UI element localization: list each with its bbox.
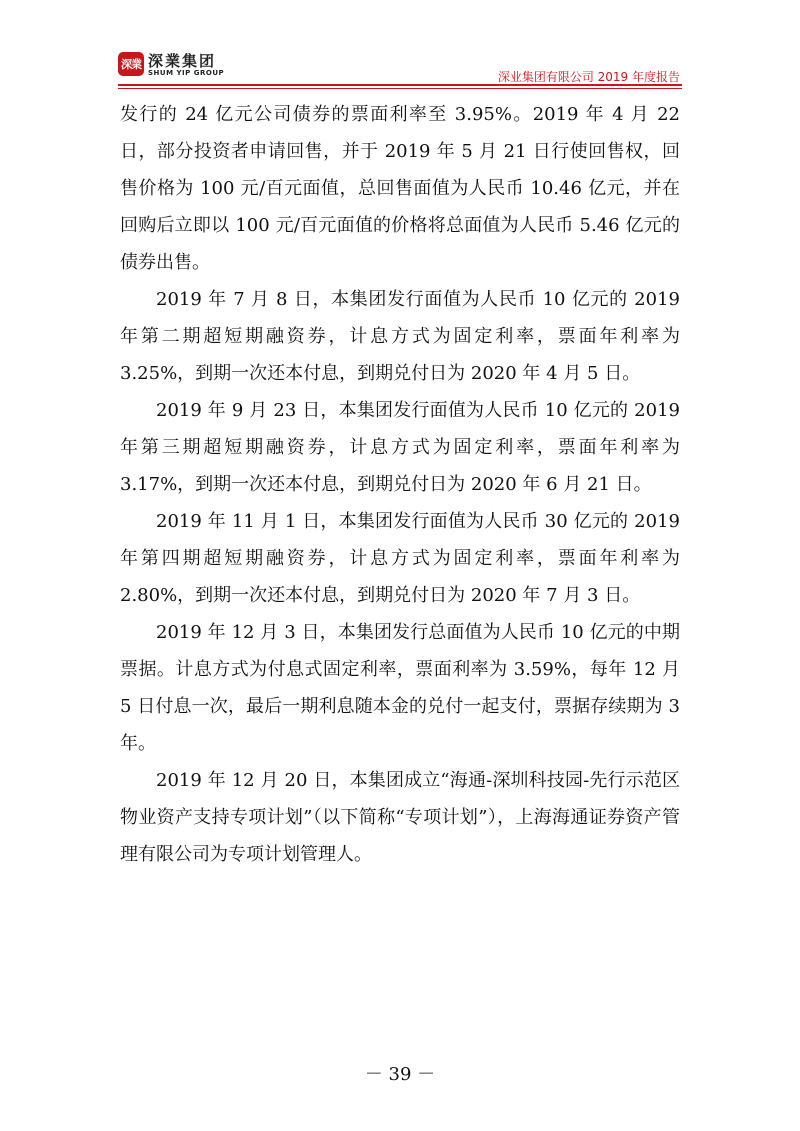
paragraph: 2019 年 11 月 1 日，本集团发行面值为人民币 30 亿元的 2019 年第四期超短期融资券，计息方式为固定利率，票面年利率为 2.80%，到期一次还本付息，到期兑付日为 2020 年 7 月 3 日。 — [120, 511, 680, 606]
company-logo-icon: 深業 — [118, 52, 144, 76]
paragraph: 2019 年 12 月 3 日，本集团发行总面值为人民币 10 亿元的中期票据。计息方式为付息式固定利率，票面利率为 3.59%，每年 12 月 5 日付息一次，最后一期利息随本金的兑付一起支付，票据存续期为 3 年。 — [120, 622, 680, 754]
header-divider — [118, 84, 682, 86]
paragraph: 2019 年 9 月 23 日，本集团发行面值为人民币 10 亿元的 2019 年第三期超短期融资券，计息方式为固定利率，票面年利率为 3.17%，到期一次还本付息，到期兑付日为 2020 年 6 月 21 日。 — [120, 400, 680, 495]
header-divider-thin — [118, 88, 682, 89]
company-logo-english: SHUM YIP GROUP — [148, 69, 225, 77]
page-number: － 39 － — [364, 1064, 436, 1085]
page-header — [0, 0, 800, 100]
paragraph: 2019 年 12 月 20 日，本集团成立“海通-深圳科技园-先行示范区物业资产支持专项计划”（以下简称“专项计划”），上海海通证券资产管理有限公司为专项计划管理人。 — [120, 770, 680, 865]
paragraph-continuation: 发行的 24 亿元公司债券的票面利率至 3.95%。2019 年 4 月 22 日，部分投资者申请回售，并于 2019 年 5 月 21 日行使回售权，回售价格为 100 元/百元面值，总回售面值为人民币 10.46 亿元，并在回购后立即以 100 元/百元面值的价格将总面值为人民币 5.46 亿元的债券出售。 — [120, 104, 680, 273]
report-title: 深业集团有限公司 2019 年度报告 — [497, 70, 680, 84]
paragraph: 2019 年 7 月 8 日，本集团发行面值为人民币 10 亿元的 2019 年第二期超短期融资券，计息方式为固定利率，票面年利率为 3.25%，到期一次还本付息，到期兑付日为 2020 年 4 月 5 日。 — [120, 289, 680, 384]
document-body — [120, 96, 680, 873]
company-logo-name: 深業集团 — [148, 52, 217, 70]
